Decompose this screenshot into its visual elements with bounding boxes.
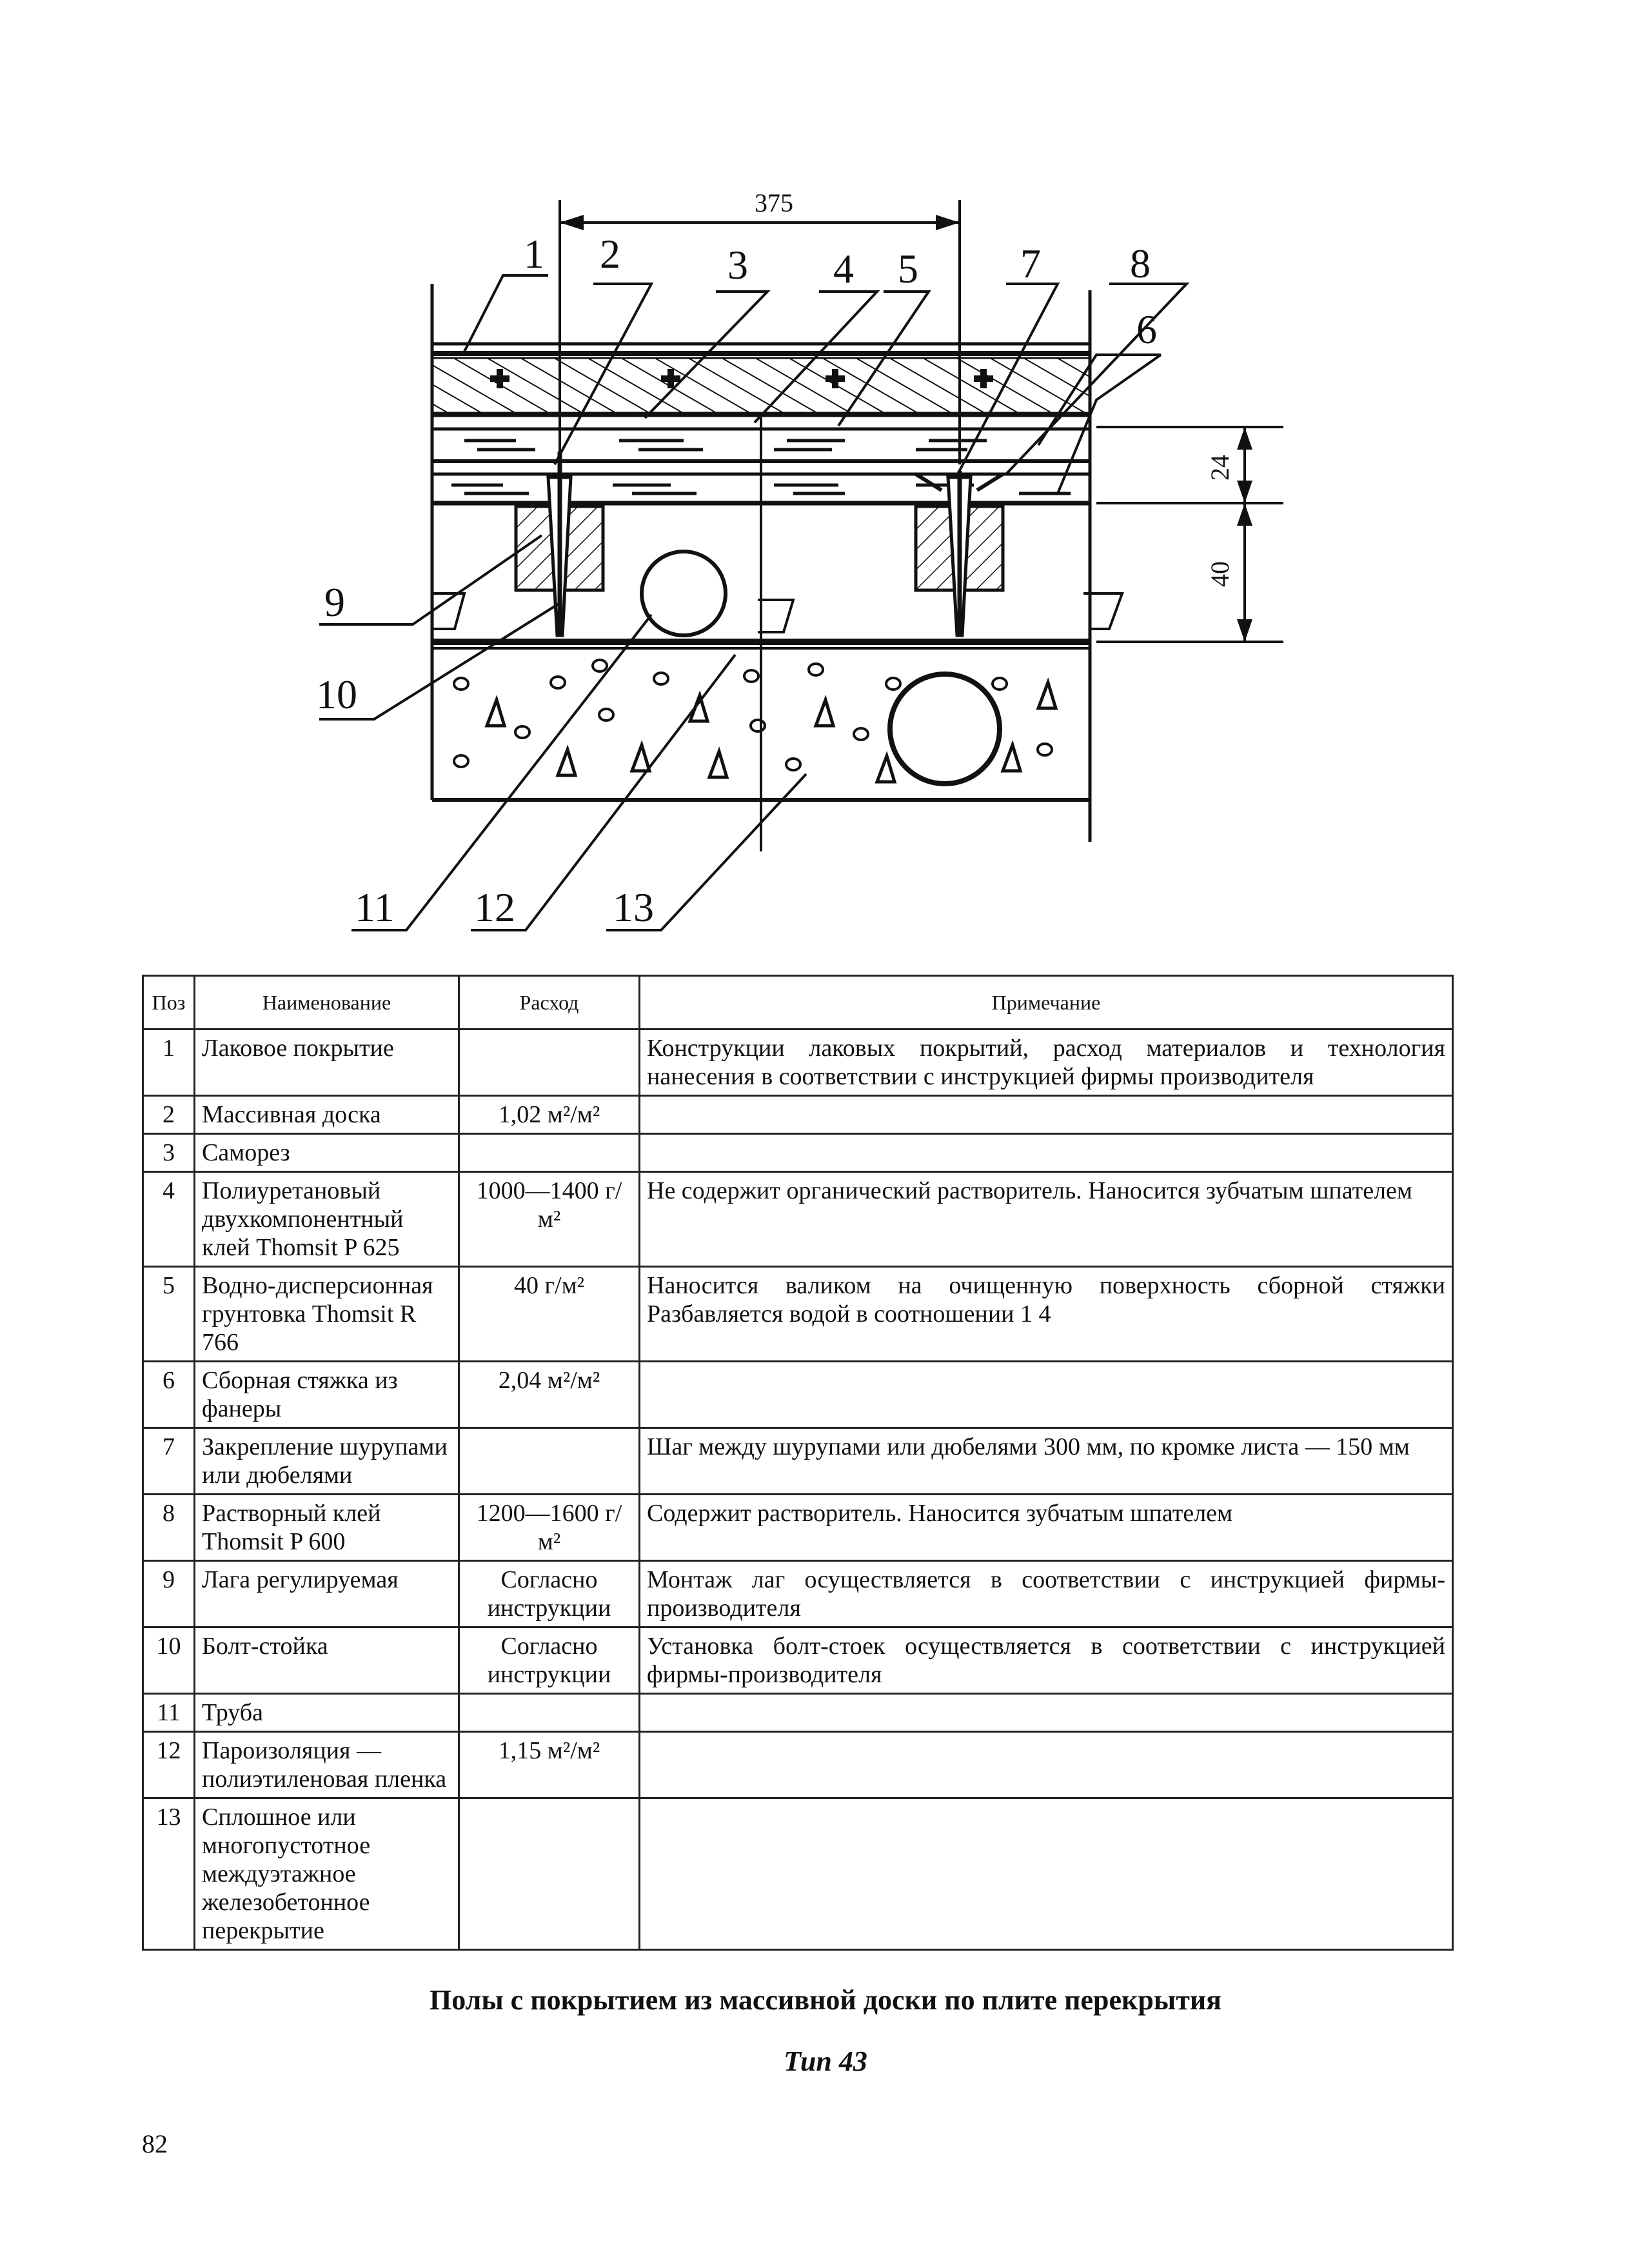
callout-3: 3 [727,242,748,288]
row-pos: 4 [143,1172,195,1267]
row-pos: 10 [143,1627,195,1694]
floor-section-drawing [0,0,1651,968]
callout-4: 4 [833,246,854,292]
row-note [640,1096,1453,1134]
dimension-vertical [1096,427,1283,642]
row-pos: 6 [143,1362,195,1428]
row-usage: 2,04 м²/м² [459,1362,640,1428]
break-lines [432,413,1122,851]
table-header-row [143,976,1453,1030]
row-pos: 13 [143,1798,195,1950]
table-row [143,1096,1453,1134]
figure-caption: Полы с покрытием из массивной доски по плите перекрытия [430,1984,1221,2016]
callout-11: 11 [355,884,395,930]
row-name: Саморез [195,1134,459,1172]
table-row [143,1495,1453,1561]
header-usage: Расход [459,976,640,1030]
row-name: Сплошное или многопустотное междуэтажное железобетонное перекрытие [195,1798,459,1950]
row-name: Полиуретановый двухкомпонентный клей Thomsit P 625 [195,1172,459,1267]
row-usage: 1000—1400 г/м² [459,1172,640,1267]
row-pos: 5 [143,1267,195,1362]
callout-10: 10 [316,671,357,717]
row-usage: 1200—1600 г/м² [459,1495,640,1561]
row-note: Не содержит органический растворитель. Наносится зубчатым шпателем [640,1172,1453,1267]
callout-9: 9 [324,579,345,625]
row-name: Растворный клей Thomsit P 600 [195,1495,459,1561]
row-pos: 8 [143,1495,195,1561]
dimension-span-label: 375 [755,188,793,217]
row-pos: 3 [143,1134,195,1172]
table-row [143,1694,1453,1732]
row-usage [459,1428,640,1495]
table-row [143,1172,1453,1267]
row-usage: 1,15 м²/м² [459,1732,640,1798]
row-pos: 9 [143,1561,195,1627]
row-name: Массивная доска [195,1096,459,1134]
table-row [143,1428,1453,1495]
row-usage [459,1694,640,1732]
row-name: Лаковое покрытие [195,1030,459,1096]
header-pos: Поз [143,976,195,1030]
row-pos: 1 [143,1030,195,1096]
row-note: Установка болт-стоек осуществляется в соответствии с инструкцией фирмы-производителя [640,1627,1453,1694]
row-note: Наносится валиком на очищенную поверхность сборной стяжки Разбавляется водой в соотношении 1 4 [640,1267,1453,1362]
callout-13: 13 [613,884,654,930]
row-note: Шаг между шурупами или дюбелями 300 мм, по кромке листа — 150 мм [640,1428,1453,1495]
joist-right [916,471,1003,635]
row-note [640,1798,1453,1950]
row-name: Закрепление шурупами или дюбелями [195,1428,459,1495]
row-name: Труба [195,1694,459,1732]
row-note: Конструкции лаковых покрытий, расход материалов и технология нанесения в соответствии с инструкцией фирмы производителя [640,1030,1453,1096]
callout-6: 6 [1136,306,1157,352]
table-row [143,1561,1453,1627]
callout-2: 2 [600,231,620,277]
row-usage [459,1134,640,1172]
row-usage [459,1030,640,1096]
table-row [143,1267,1453,1362]
row-usage: Согласно инструкции [459,1561,640,1627]
row-name: Водно-дисперсионная грунтовка Thomsit R 766 [195,1267,459,1362]
callout-12: 12 [474,884,515,930]
table-row [143,1362,1453,1428]
row-usage: 1,02 м²/м² [459,1096,640,1134]
row-usage: Согласно инструкции [459,1627,640,1694]
callout-8: 8 [1130,241,1151,286]
figure-type-label: Тип 43 [784,2045,867,2077]
header-note: Примечание [640,976,1453,1030]
callout-1: 1 [524,231,544,277]
row-name: Пароизоляция — полиэтиленовая пленка [195,1732,459,1798]
specification-table [142,975,1454,1951]
row-note: Содержит растворитель. Наносится зубчатым шпателем [640,1495,1453,1561]
board-layer [432,344,1090,415]
row-note [640,1732,1453,1798]
row-note [640,1694,1453,1732]
page-number: 82 [142,2129,168,2158]
row-pos: 12 [143,1732,195,1798]
dimension-joist-label: 40 [1205,561,1234,587]
header-name: Наименование [195,976,459,1030]
dimension-screed-label: 24 [1205,455,1234,481]
row-usage [459,1798,640,1950]
callout-5: 5 [898,246,918,292]
table-row [143,1030,1453,1096]
row-pos: 11 [143,1694,195,1732]
callout-7: 7 [1020,241,1041,286]
row-usage: 40 г/м² [459,1267,640,1362]
row-pos: 2 [143,1096,195,1134]
row-name: Сборная стяжка из фанеры [195,1362,459,1428]
table-row [143,1134,1453,1172]
table-row [143,1732,1453,1798]
row-name: Болт-стойка [195,1627,459,1694]
row-note [640,1134,1453,1172]
table-row [143,1627,1453,1694]
row-pos: 7 [143,1428,195,1495]
pipe-upper [642,552,726,635]
row-note [640,1362,1453,1428]
row-note: Монтаж лаг осуществляется в соответствии с инструкцией фирмы-производителя [640,1561,1453,1627]
table-row [143,1798,1453,1950]
row-name: Лага регулируемая [195,1561,459,1627]
